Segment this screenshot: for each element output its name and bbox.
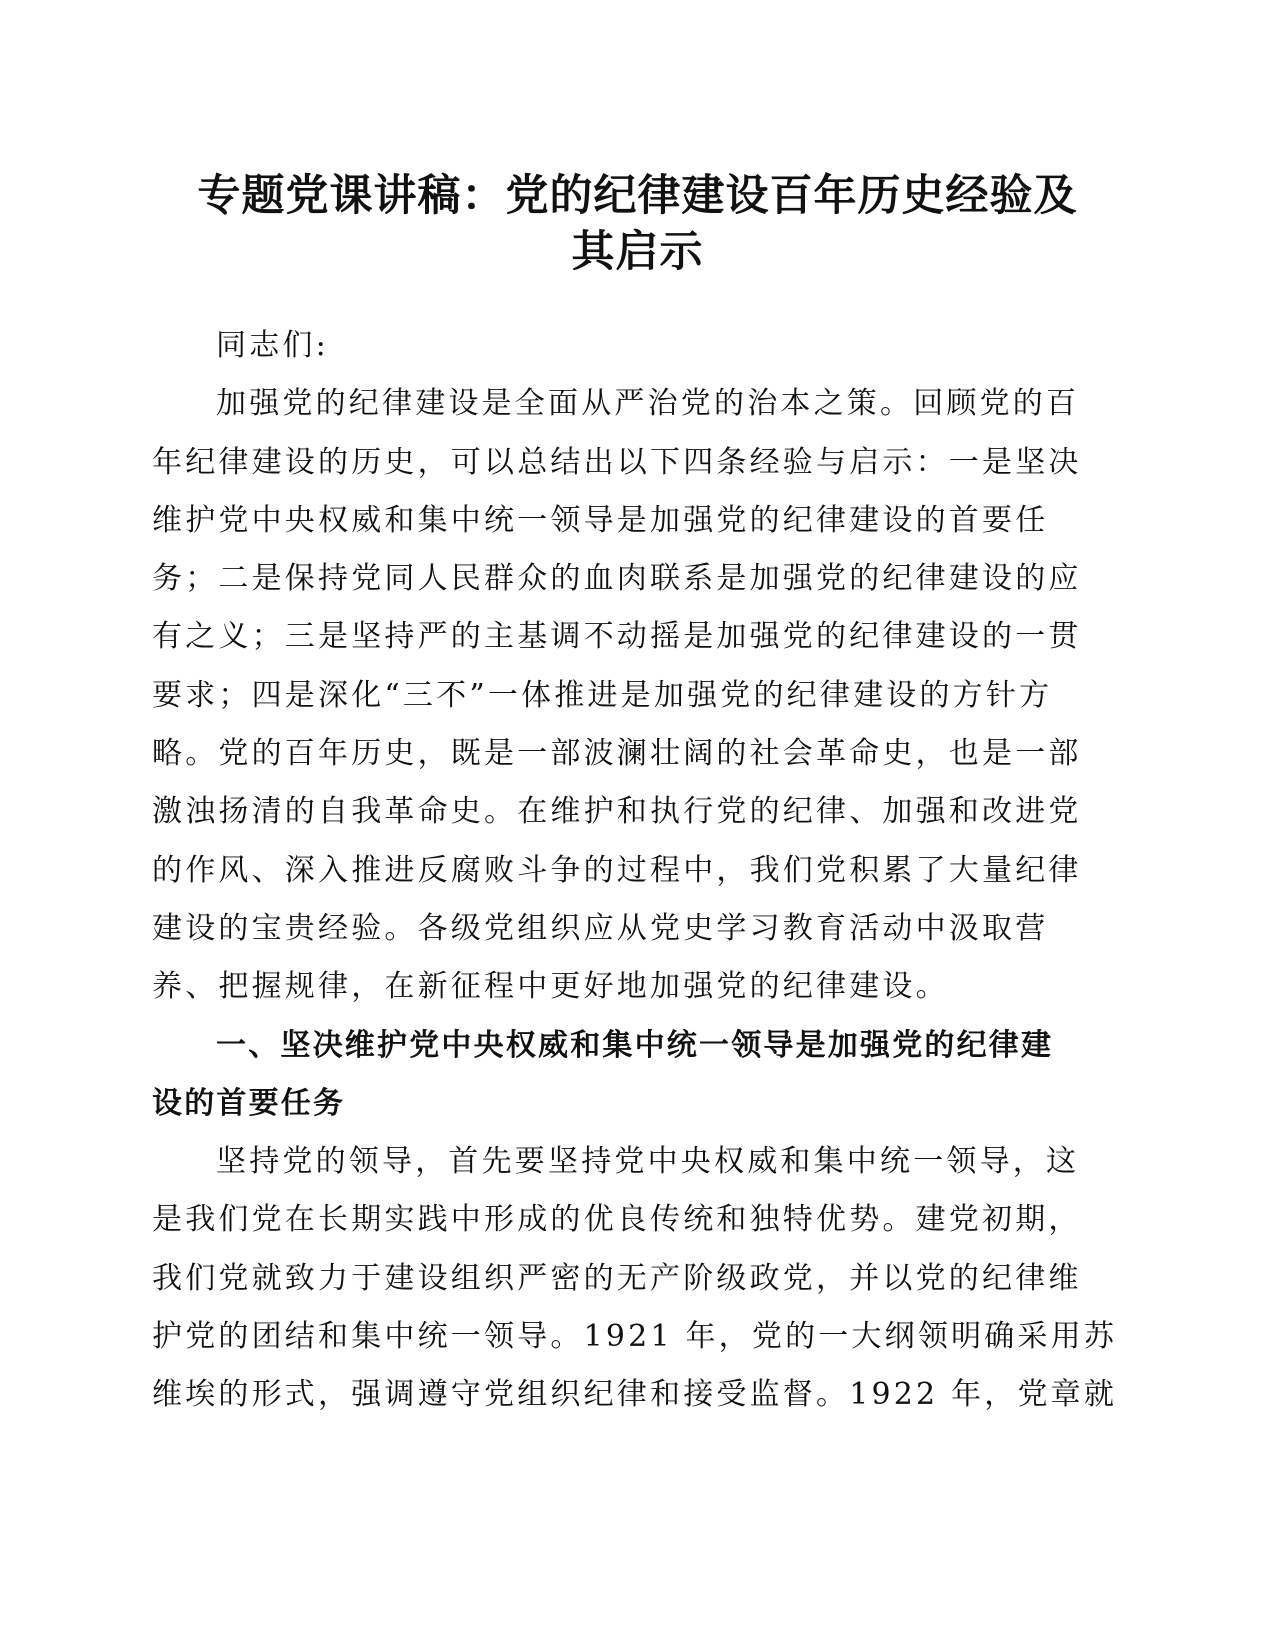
paragraph-line: 要求；四是深化“三不”一体推进是加强党的纪律建设的方针方: [152, 677, 1053, 713]
salutation: 同志们:: [216, 328, 329, 363]
paragraph-line: 我们党就致力于建设组织严密的无产阶级政党，并以党的纪律维: [152, 1260, 1082, 1296]
section-heading-1: [152, 1017, 1092, 1134]
paragraph-line: 略。党的百年历史，既是一部波澜壮阔的社会革命史，也是一部: [152, 736, 1082, 772]
paragraph-line: 维护党中央权威和集中统一领导是加强党的纪律建设的首要任: [152, 502, 1049, 538]
paragraph-section-1: [152, 1133, 1118, 1424]
paragraph-line: 激浊扬清的自我革命史。在维护和执行党的纪律、加强和改进党: [152, 794, 1082, 830]
paragraph-line: 坚持党的领导，首先要坚持党中央权威和集中统一领导，这: [216, 1144, 1080, 1180]
title-line-1: 专题党课讲稿：党的纪律建设百年历史经验及: [197, 171, 1078, 221]
heading-line: 设的首要任务: [152, 1085, 346, 1121]
paragraph-line: 有之义；三是坚持严的主基调不动摇是加强党的纪律建设的一贯: [152, 619, 1082, 655]
paragraph-line: 是我们党在长期实践中形成的优良传统和独特优势。建党初期，: [152, 1202, 1082, 1238]
paragraph-line: 建设的宝贵经验。各级党组织应从党史学习教育活动中汲取营: [152, 910, 1049, 946]
title-line-2: 其启示: [571, 227, 704, 277]
paragraph-line: 年纪律建设的历史，可以总结出以下四条经验与启示：一是坚决: [152, 444, 1082, 480]
paragraph-line: 护党的团结和集中统一领导。1921 年，党的一大纲领明确采用苏: [152, 1319, 1118, 1355]
heading-line: 一、坚决维护党中央权威和集中统一领导是加强党的纪律建: [216, 1027, 1054, 1063]
document-body: [152, 317, 1118, 1425]
paragraph-line: 务；二是保持党同人民群众的血肉联系是加强党的纪律建设的应: [152, 561, 1082, 597]
paragraph-line: 的作风、深入推进反腐败斗争的过程中，我们党积累了大量纪律: [152, 852, 1082, 888]
paragraph-line: 加强党的纪律建设是全面从严治党的治本之策。回顾党的百: [216, 386, 1080, 422]
document-title: [150, 168, 1125, 280]
paragraph-line: 维埃的形式，强调遵守党组织纪律和接受监督。1922 年，党章就: [152, 1377, 1118, 1413]
paragraph-line: 养、把握规律，在新征程中更好地加强党的纪律建设。: [152, 969, 949, 1005]
paragraph-intro: [152, 375, 1092, 1016]
